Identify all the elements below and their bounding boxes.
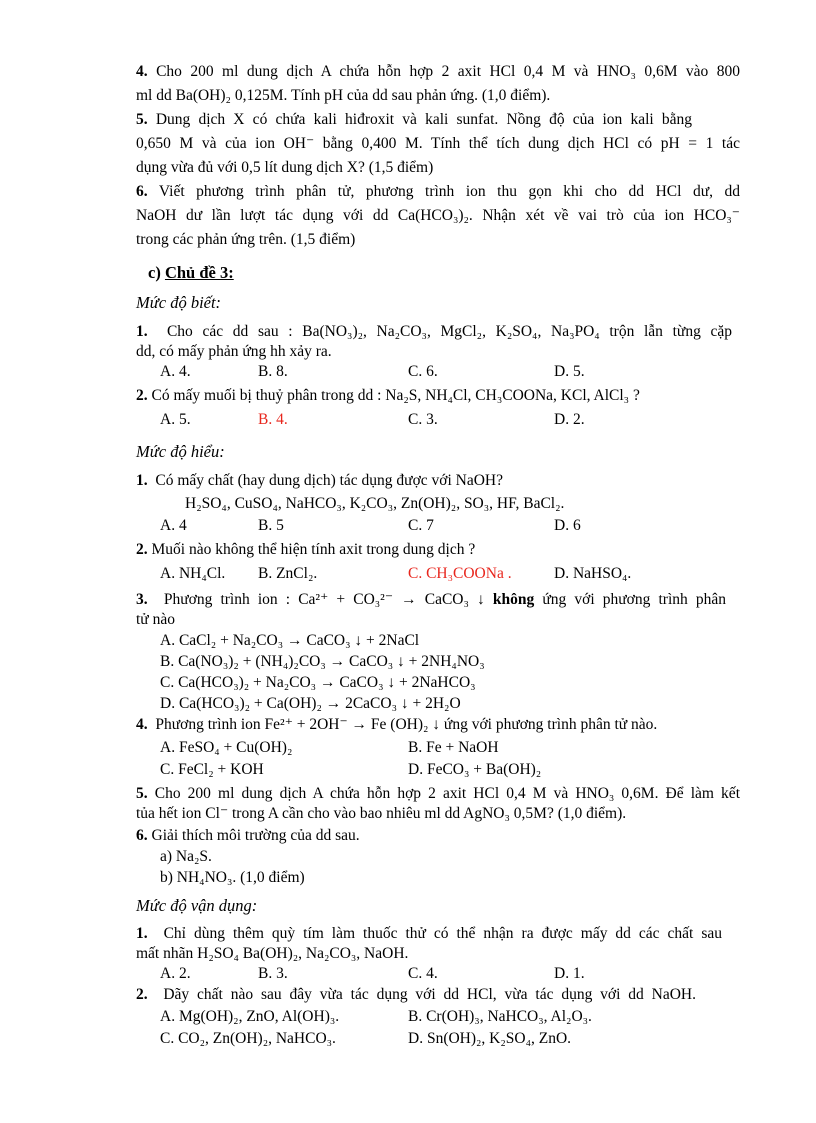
q6-top-line1 [136, 182, 740, 202]
q5-top-number: 5. [136, 111, 148, 128]
level-apply-heading: Mức độ vận dụng: [136, 896, 258, 915]
know-q2-option-a[interactable]: A. 5. [160, 411, 191, 428]
understand-q6-part-a: a) Na₂S. [160, 848, 212, 865]
apply-q2-option-d[interactable]: D. Sn(OH)₂, K₂SO₄, ZnO. [408, 1030, 572, 1047]
know-q2-option-b-answer[interactable]: B. 4. [258, 411, 288, 428]
apply-q1-option-c[interactable]: C. 4. [408, 965, 438, 982]
understand-q2-option-a[interactable]: A. NH₄Cl. [160, 565, 226, 582]
q6-top-text: Viết phương trình phân tử, phương trình ion thu gọn khi cho dd HCl dư, dd [158, 183, 740, 200]
understand-q1-option-d[interactable]: D. 6 [554, 517, 581, 534]
understand-q1-number: 1. [136, 472, 148, 489]
q5-top-line1 [136, 110, 692, 130]
level-know-heading: Mức độ biết: [136, 293, 222, 312]
know-q1-text: Cho các dd sau : Ba(NO₃)₂, Na₂CO₃, MgCl₂, K₂SO₄, Na₃PO₄ trộn lẫn từng cặp [166, 323, 732, 340]
know-q1-option-a[interactable]: A. 4. [160, 363, 191, 380]
understand-q4-text: Phương trình ion Fe²⁺ + 2OH⁻ → Fe (OH)₂ ↓ ứng với phương trình phân tử nào. [155, 716, 658, 733]
know-q1-option-d[interactable]: D. 5. [554, 363, 585, 380]
understand-q5-line1 [136, 784, 740, 804]
q5-top-line3: dụng vừa đủ với 0,5 lít dung dịch X? (1,5 điểm) [136, 159, 434, 176]
apply-q1-option-b[interactable]: B. 3. [258, 965, 288, 982]
understand-q4-option-c[interactable]: C. FeCl₂ + KOH [160, 761, 264, 778]
understand-q5-text: Cho 200 ml dung dịch A chứa hỗn hợp 2 axit HCl 0,4 M và HNO₃ 0,6M. Để làm kết [154, 785, 740, 802]
know-q1-options [0, 362, 816, 382]
know-q1-line2: dd, có mấy phản ứng hh xảy ra. [136, 343, 332, 360]
understand-q4-options-row1 [0, 738, 816, 758]
understand-q3-line1 [136, 590, 726, 610]
understand-q1-option-c[interactable]: C. 7 [408, 517, 434, 534]
know-q2-option-c[interactable]: C. 3. [408, 411, 438, 428]
apply-q2-option-c[interactable]: C. CO₂, Zn(OH)₂, NaHCO₃. [160, 1030, 336, 1047]
know-q2-text: Có mấy muối bị thuỷ phân trong dd : Na₂S, NH₄Cl, CH₃COONa, KCl, AlCl₃ ? [151, 387, 640, 404]
know-q2-option-d[interactable]: D. 2. [554, 411, 585, 428]
q4-top-line1 [136, 62, 740, 82]
understand-q6-text: Giải thích môi trường của dd sau. [151, 827, 360, 844]
understand-q1-list: H₂SO₄, CuSO₄, NaHCO₃, K₂CO₃, Zn(OH)₂, SO₃, HF, BaCl₂. [185, 495, 565, 512]
q4-top-text: Cho 200 ml dung dịch A chứa hỗn hợp 2 axit HCl 0,4 M và HNO₃ 0,6M vào 800 [156, 63, 740, 80]
apply-q1-line1 [136, 924, 722, 944]
understand-q6-number: 6. [136, 827, 148, 844]
understand-q3-number: 3. [136, 591, 148, 608]
q6-top-number: 6. [136, 183, 148, 200]
q4-top-number: 4. [136, 63, 148, 80]
q6-top-line3: trong các phản ứng trên. (1,5 điểm) [136, 231, 356, 248]
understand-q3-equation: Phương trình ion : Ca²⁺ + CO₃²⁻ → CaCO₃ ↓ [163, 591, 485, 608]
know-q1-option-c[interactable]: C. 6. [408, 363, 438, 380]
understand-q4-option-d[interactable]: D. FeCO₃ + Ba(OH)₂ [408, 761, 542, 778]
understand-q3-option-b[interactable]: B. Ca(NO₃)₂ + (NH₄)₂CO₃ → CaCO₃ ↓ + 2NH₄NO₃ [160, 653, 485, 670]
section-prefix: c) [148, 263, 161, 282]
apply-q1-option-a[interactable]: A. 2. [160, 965, 191, 982]
apply-q1-option-d[interactable]: D. 1. [554, 965, 585, 982]
know-q2-line1 [136, 386, 640, 406]
understand-q3-option-a[interactable]: A. CaCl₂ + Na₂CO₃ → CaCO₃ ↓ + 2NaCl [160, 632, 420, 649]
apply-q2-options-row2 [0, 1029, 816, 1049]
understand-q1-text: Có mấy chất (hay dung dịch) tác dụng được với NaOH? [155, 472, 503, 489]
understand-q3-emphasis: không [492, 591, 535, 608]
apply-q2-option-b[interactable]: B. Cr(OH)₃, NaHCO₃, Al₂O₃. [408, 1008, 592, 1025]
understand-q1-options [0, 516, 816, 536]
understand-q1-option-a[interactable]: A. 4 [160, 517, 187, 534]
understand-q2-option-d[interactable]: D. NaHSO₄. [554, 565, 632, 582]
q6-top-line2: NaOH dư lần lượt tác dụng với dd Ca(HCO₃)₂. Nhận xét về vai trò của ion HCO₃⁻ [136, 207, 740, 224]
know-q1-line1 [136, 322, 732, 342]
understand-q5-number: 5. [136, 785, 148, 802]
understand-q4-line1 [136, 715, 657, 735]
q4-top-line2: ml dd Ba(OH)₂ 0,125M. Tính pH của dd sau phản ứng. (1,0 điểm). [136, 87, 551, 104]
apply-q1-options [0, 964, 816, 984]
understand-q4-option-b[interactable]: B. Fe + NaOH [408, 739, 499, 756]
understand-q2-text: Muối nào không thể hiện tính axit trong dung dịch ? [151, 541, 476, 558]
understand-q2-option-c-answer[interactable]: C. CH₃COONa . [408, 565, 512, 582]
apply-q1-text: Chỉ dùng thêm quỳ tím làm thuốc thử có thể nhận ra được mấy dd các chất sau [163, 925, 722, 942]
apply-q2-options-row1 [0, 1007, 816, 1027]
know-q2-number: 2. [136, 387, 148, 404]
understand-q3-line2: tử nào [136, 611, 175, 628]
understand-q2-line1 [136, 540, 475, 560]
q5-top-text: Dung dịch X có chứa kali hiđroxit và kali sunfat. Nồng độ của ion kali bằng [155, 111, 692, 128]
apply-q2-text: Dãy chất nào sau đây vừa tác dụng với dd HCl, vừa tác dụng với dd NaOH. [163, 986, 696, 1003]
understand-q2-options [0, 564, 816, 584]
understand-q4-number: 4. [136, 716, 148, 733]
understand-q4-options-row2 [0, 760, 816, 780]
know-q1-number: 1. [136, 323, 148, 340]
know-q1-option-b[interactable]: B. 8. [258, 363, 288, 380]
understand-q2-number: 2. [136, 541, 148, 558]
understand-q6-line1 [136, 826, 360, 846]
understand-q2-option-b[interactable]: B. ZnCl₂. [258, 565, 318, 582]
apply-q1-line2: mất nhãn H₂SO₄ Ba(OH)₂, Na₂CO₃, NaOH. [136, 945, 409, 962]
apply-q2-line1 [136, 985, 696, 1005]
know-q2-options [0, 410, 816, 430]
apply-q2-option-a[interactable]: A. Mg(OH)₂, ZnO, Al(OH)₃. [160, 1008, 340, 1025]
apply-q2-number: 2. [136, 986, 148, 1003]
understand-q3-option-c[interactable]: C. Ca(HCO₃)₂ + Na₂CO₃ → CaCO₃ ↓ + 2NaHCO₃ [160, 674, 476, 691]
q5-top-line2: 0,650 M và của ion OH⁻ bằng 0,400 M. Tính thể tích dung dịch HCl có pH = 1 tác [136, 135, 740, 152]
understand-q1-option-b[interactable]: B. 5 [258, 517, 284, 534]
understand-q4-option-a[interactable]: A. FeSO₄ + Cu(OH)₂ [160, 739, 293, 756]
level-understand-heading: Mức độ hiểu: [136, 442, 225, 461]
section-heading [148, 263, 234, 283]
understand-q6-part-b: b) NH₄NO₃. (1,0 điểm) [160, 869, 305, 886]
understand-q3-text: ứng với phương trình phân [542, 591, 727, 608]
understand-q1-line1 [136, 471, 503, 491]
section-title: Chủ đề 3: [164, 263, 234, 282]
understand-q5-line2: tủa hết ion Cl⁻ trong A cần cho vào bao nhiêu ml dd AgNO₃ 0,5M? (1,0 điểm). [136, 805, 627, 822]
understand-q3-option-d[interactable]: D. Ca(HCO₃)₂ + Ca(OH)₂ → 2CaCO₃ ↓ + 2H₂O [160, 695, 461, 712]
apply-q1-number: 1. [136, 925, 148, 942]
